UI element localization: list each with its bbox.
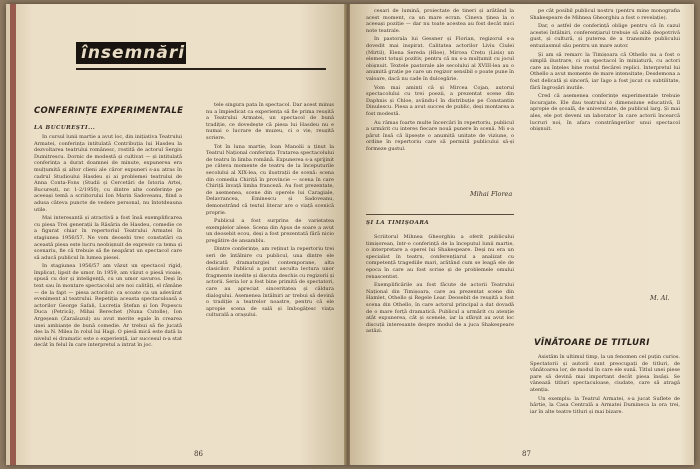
page-number-right: 87 — [522, 450, 531, 458]
paragraph: Publicul a fost surprins de varietatea exemplelor alese. Scena din Apus de soare a avut un deosebit ecou, deși a fost prezentată fără nicio pregătire de ansamblu. — [206, 218, 334, 244]
paragraph: In stagiunea 1956/57 am văzut un spectacol rigid, împlicat, lipsit de umor. In 1959, am văzut o piesă vioaie, spusă cu dor și inteligență, cu un umor savuros. Deși în text sau în montare spectacolul are noi calități, el rămâne — de la fapt — piesa actorilor: ca scoate ca un adevărat eveniment al teatrului. Repetiția aceasta spectaculoasă a actorilor George Safali, Lucreția Ștefan și Ion Popescu Duca (Petrică), Mihai Berechet (Nuna Cutolle), Ion Argeșean (Zaraăuzul) au avut merite egale în crearea unei ambianțe de bună comedie. Ar trebui să fie jucată des la N. Milea în rolul lui Hagi. O piesă mică este dată la nivelul ei dramatic este o experiență, iar succesul n-a stat decât în felul în care interpretul a intrat în joc. — [34, 263, 182, 349]
left-page — [6, 4, 346, 465]
right-column-1-bottom — [366, 234, 514, 456]
paragraph: Exemplificările au fost făcute de actorii Teatrului Național din Timișoara, care au prezentat scene din Hamlet, Othello și Regele Lear. Deosebit de reușită a fost scena din Othello, în care actorul principal a dat dovadă de o mare forță dramatică. Publicul a urmărit cu atenție atât expunerea, cât și scenele, iar la sfârșit au avut loc discuții interesante despre modul de a juca Shakespeare astăzi. — [366, 282, 514, 335]
page-title: însemnări — [81, 43, 186, 63]
right-column-2-bottom — [530, 354, 680, 460]
signature-m-al: M. Al. — [650, 294, 670, 302]
right-column-1-top — [366, 8, 514, 186]
section-title-vanatoare: VÎNĂTOARE DE TITLURI — [534, 338, 650, 348]
left-column-1 — [34, 134, 182, 452]
paragraph: Vom mai aminti că și Mircea Cojan, autorul spectacolului cu trei poezii, a prezentat scene din Daphnis și Chloe, avându-l în distribuție pe Constantin Dinulescu. Piesa a avut succes de public, deși montarea a fost modestă. — [366, 84, 514, 117]
right-column-2 — [530, 8, 680, 288]
right-page — [350, 4, 694, 465]
paragraph: Cred că asemenea conferințe experimentale trebuie încurajate. Ele dau teatrului o dimensiune educativă, îl apropie de școală, de universitate, de publicul larg. Și mai ales, ele pot deveni un laborator în care actorii încearcă lucruri noi, în afara constrângerilor unui spectacol obișnuit. — [530, 93, 680, 133]
paragraph: cesari de lumină, proiectate de tineri și arătând la acest moment, ca un mare ecran. Cineva ținea la o aceeași poziție — dar nu toate acestea au fost decât mici note teatrale. — [366, 8, 514, 34]
paragraph: In pastorala lui Gessner și Florian, regizorul s-a dovedit mai inspirat. Calitatea actorilor Liviu Ciulei (Mirtil), Elena Sereda (Hloe), Mircea Crețu (Lisis) un element totuși pozitiv, pentru că nu s-a mulțumit cu jocul obișnuit. Textele pastorale ale secolului al XVIII-lea au o anumită grație pe care un regizor sensibil o poate pune în valoare, dacă nu cade în dulcegărie. — [366, 36, 514, 82]
paragraph: Asistăm în ultimul timp, la un fenomen cel puțin curios. Spectatorii și autorii sunt preocupați de titluri, de vânătoarea lor, de modul în care ele sună. Titlul unei piese pare să devină mai important decât piesa însăși. Se vânează titluri spectaculoase, ciudate, care să atragă atenția. — [530, 354, 680, 393]
paragraph: pe cât posibil publicul nostru (pentru mine monografia Shakespeare de Mihnea Gheorghiu a fost o revelație). — [530, 8, 680, 21]
paragraph: Tot în luna martie, Ioan Manolii a ținut la Teatrul Național conferința Tratarea spectacolului de teatru în limba română. Expunerea s-a sprijinit pe câteva momente de teatru de la începuturile secolului al XIX-lea, cu ilustrații de scenă: scena din comedia Chiriță în provincie — scena în care Chiriță învață limba franceză. Au fost prezentate, de asemenea, scene din operele lui Caragiale, Delavrancea, Eminescu și Sadoveanu, demonstrând că textul literar are o viață scenică proprie. — [206, 143, 334, 216]
header-title-block — [76, 42, 186, 64]
page-number-left: 86 — [194, 450, 203, 458]
paragraph: Un exemplu: la Teatrul Armatei, s-a jucat Suflete de hârtie, la Casa Centrală a Armatei Dumineca la ora trei, iar în alte teatre titluri și mai bizare. — [530, 395, 680, 415]
paragraph: Dintre conferințe, am reținut la repertoriu trei seri de întâlnire cu publicul, una dintre ele dedicată dramaturgiei contemporane, alta clasicilor. Publicul a putut asculta lectura unor fragmente inedite și discuta deschis cu regizorii și actorii. Seria lor a fost bine primită de spectatori, care au apreciat sinceritatea și căldura dialogului. Asemenea întâlniri ar trebui să devină o tradiție a teatrelor noastre, pentru că ele apropie scena de sală și îmbogățesc viața culturală a orașului. — [206, 246, 334, 319]
header-rule — [76, 68, 326, 70]
paragraph: tele singura pata în spectacol. Dar acest minus nu a împiedicat ca experiența să fie prima reușită a Teatrului Armatei, un spectacol de bună tradiție, ce dovedește că piesa lui Hasdeu nu e numai o lucrare de muzeu, ci o vie, reușită scriere. — [206, 102, 334, 141]
paragraph: In cursul lunii martie a avut loc, din inițiativa Teatrului Armatei, conferința intitulată Contribuția lui Hasdeu la dezvoltarea teatrului românesc, rostită de actorul Sergiu Dumitrescu. Dornic de modestă și cultivat — și intitulată conferința a durat doamnei de minute, expunerea era mulțumită și altor clieni ale căror expuneri s-au atras în cadrul Studioului Hasdeu și ai problemei teatrului de Anna Conta-Fons (Studii și Cercetări de Istoria Artei, București, nr. 1-2/1950), cu dintre alte conferințe pe aceeași temă a scriitorului Ion Marin Sadoveanu, fiind a adusa câteva puncte de vedere personal, nu întotdeauna utile. — [34, 134, 182, 213]
paragraph: Mai interesantă și atractivă a fost însă exemplificarea cu piesa Trei generații la Răsăria de Hasdeu, comedie ce a figurat chiar în repertoriul Teatrului Armatei în stagiunea 1956/57. Ne vom deosebi trec constatări ca această piesa este lucru neobișnuit de expresiv ca tema și scenariu, fie că trebuie să fie neapărat un spectacol care să aducă publicul în lumea piesei. — [34, 215, 182, 261]
binding-edge — [10, 4, 16, 465]
divider — [366, 214, 514, 215]
signature-mihai-florea: Mihai Florea — [470, 190, 513, 198]
paragraph: Și am să remarc la Timișoara că Othello nu a fost o simplă ilustrare, ci un spectacol în miniatură, cu actori care au înțeles bine rostul fiecărei replici. Interpretul lui Othello a avut momente de mare intensitate; Desdemona a fost delicată și sinceră, iar Iago a fost jucat cu subtilitate, fără îngroșări inutile. — [530, 51, 680, 91]
left-column-2 — [206, 102, 334, 427]
subheading-bucuresti: LA BUCUREȘTI... — [34, 125, 96, 131]
book-spread — [6, 4, 694, 465]
subheading-timisoara: ȘI LA TIMIȘOARA — [366, 220, 430, 226]
paragraph: Au rămas foarte multe încercări în repertoriu, publicul a urmărit cu interes fiecare nouă punere în scenă. Mi s-a părut însă că lipsește o anumită unitate de viziune, o ordine în repertoriu care să permită publicului să-și formeze gustul. — [366, 119, 514, 152]
section-title-conferinte: CONFERINȚE EXPERIMENTALE — [34, 106, 184, 116]
paragraph: Scriitorul Mihnea Gheorghiu a oferit publicului timișorean, într-o conferință de la începutul lunii martie, o interpretare a operei lui Shakespeare. Deși nu era un specialist în teatru, conferențiarul a analizat cu competență tragediile mari, arătând cum se leagă ele de epoca în care au fost scrise și de problemele omului renascentist. — [366, 234, 514, 280]
paragraph: Dar, o astfel de conferință oblige pentru că în cazul acestei întâlniri, conferențiarul trebuie să aibă deopotrivă gust, și cultură, și puterea de a transmite publicului entuziasmul său pentru un mare autor. — [530, 23, 680, 49]
